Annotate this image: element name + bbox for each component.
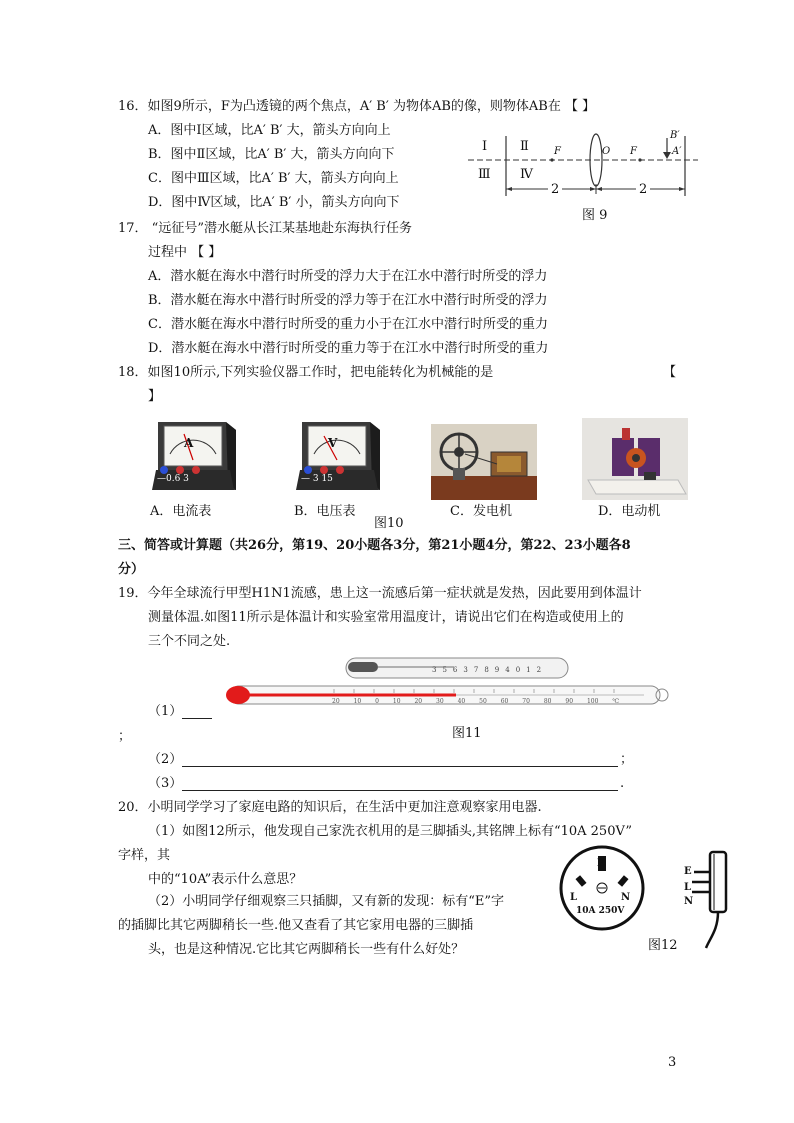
fig9-label-a-prime: A′ (672, 146, 682, 157)
q17-option-b: B．潜水艇在海水中潜行时所受的浮力等于在江水中潜行时所受的浮力 (148, 293, 548, 308)
q16-option-d: D．图中Ⅳ区域，比A′ B′ 小，箭头方向向下 (148, 195, 400, 210)
q20-line-4: 中的“10A”表示什么意思？ (148, 872, 303, 887)
q19-blank-2-label: （2） (148, 752, 183, 767)
q20-line-3: 字样，其 (118, 848, 171, 863)
lab-tick: 50 (479, 698, 487, 705)
q18-bracket-open: 【 (663, 365, 677, 380)
plug-label-n: N (621, 892, 631, 903)
q20-line-1: 20．小明同学学习了家庭电路的知识后，在生活中更加注意观察家用电器. (118, 800, 542, 815)
plug-side-l: L (684, 882, 692, 893)
q17-option-c: C．潜水艇在海水中潜行时所受的重力小于在江水中潜行时所受的重力 (148, 317, 548, 332)
q18-stem: 18．如图10所示,下列实验仪器工作时，把电能转化为机械能的是 (118, 365, 494, 380)
clinical-tick: 1 (526, 666, 537, 674)
q19-line-2: 测量体温.如图11所示是体温计和实验室常用温度计，请说出它们在构造或使用上的 (148, 610, 624, 625)
ammeter-terminals: —0.6 3 (157, 474, 189, 484)
fig9-label-b-prime: B′ (670, 130, 680, 141)
clinical-tick: 2 (536, 666, 548, 674)
plug-label-l: L (570, 892, 578, 903)
section-3-heading: 三、简答或计算题（共26分，第19、20小题各3分，第21小题4分，第22、23小题各8 (118, 538, 631, 553)
clinical-tick: 6 (452, 666, 464, 674)
lab-tick: 0 (375, 698, 379, 705)
q20-line-7: 头，也是这种情况.它比其它两脚稍长一些有什么好处？ (148, 942, 465, 957)
plug-label-e: E (597, 858, 605, 869)
q19-blank-2-line[interactable] (182, 766, 618, 767)
clinical-thermometer-scale (432, 666, 547, 674)
fig9-dist-right: 2 (636, 181, 650, 199)
q19-blank-1-label: （1） (148, 704, 183, 719)
q19-line-1: 19．今年全球流行甲型H1N1流感，患上这一流感后第一症状就是发热，因此要用到体温计 (118, 586, 642, 601)
lab-tick: 20 (414, 698, 423, 705)
lab-tick: 100 (586, 698, 599, 705)
lab-tick: 90 (565, 698, 574, 705)
clinical-tick: 9 (494, 666, 506, 674)
q16-stem: 16．如图9所示，F为凸透镜的两个焦点，A′ B′ 为物体AB的像，则物体AB在 【 】 (118, 99, 596, 114)
plug-side-n: N (684, 896, 694, 907)
fig9-label-f-left: F (554, 146, 561, 157)
q20-line-6: 的插脚比其它两脚稍长一些.他又查看了其它家用电器的三脚插 (118, 918, 474, 933)
fig9-region-3: Ⅲ (478, 167, 491, 182)
lab-tick: ℃ (612, 698, 620, 705)
lab-tick: 30 (436, 698, 444, 705)
lab-thermometer-scale (332, 698, 619, 705)
q18-option-a: A．电流表 (150, 504, 212, 519)
q17-option-d: D．潜水艇在海水中潜行时所受的重力等于在江水中潜行时所受的重力 (148, 341, 549, 356)
clinical-tick: 8 (484, 666, 495, 674)
fig9-label-o: O (602, 146, 611, 157)
fig9-region-1: Ⅰ (482, 139, 488, 154)
fig9-dist-left: 2 (548, 181, 562, 199)
fig9-label-f-right: F (630, 146, 637, 157)
motor-image (582, 418, 688, 500)
plug-rating: 10A 250V (576, 906, 625, 916)
section-3-heading-2: 分） (118, 562, 145, 577)
q18-option-b: B．电压表 (294, 504, 356, 519)
generator-image (431, 424, 537, 500)
fig11-caption: 图11 (452, 726, 482, 741)
q19-blank-3-end: . (620, 776, 625, 791)
lab-tick: 10 (353, 698, 362, 705)
plug-side-e: E (684, 866, 692, 877)
q19-blank-2-end: ； (620, 752, 634, 767)
page-number: 3 (668, 1055, 677, 1070)
q19-blank-3-label: （3） (148, 776, 183, 791)
fig12-caption: 图12 (648, 938, 678, 953)
q16-option-a: A．图中Ⅰ区域，比A′ B′ 大，箭头方向向上 (148, 123, 391, 138)
q19-line-3: 三个不同之处. (148, 634, 231, 649)
lab-tick: 10 (392, 698, 401, 705)
lab-tick: 70 (522, 698, 530, 705)
voltmeter-terminals: — 3 15 (301, 474, 333, 484)
fig9-caption: 图 9 (582, 208, 608, 223)
clinical-tick: 35 (432, 666, 453, 674)
q16-option-c: C．图中Ⅲ区域，比A′ B′ 大，箭头方向向上 (148, 171, 399, 186)
lab-tick: 60 (500, 698, 509, 705)
clinical-tick: 40 (505, 666, 527, 674)
clinical-tick: 37 (463, 666, 485, 674)
lab-tick: 20 (332, 698, 340, 705)
q19-blank-1-line[interactable] (182, 718, 212, 719)
q18-option-c: C．发电机 (450, 504, 512, 519)
q17-option-a: A．潜水艇在海水中潜行时所受的浮力大于在江水中潜行时所受的浮力 (148, 269, 548, 284)
q20-line-5: （2）小明同学仔细观察三只插脚，又有新的发现：标有“E”字 (148, 894, 505, 909)
q19-blank-3-line[interactable] (182, 790, 618, 791)
fig9-region-2: Ⅱ (520, 139, 529, 154)
q17-stem: 17． “远征号”潜水艇从长江某基地赴东海执行任务 (118, 221, 412, 236)
lab-tick: 40 (457, 698, 466, 705)
ammeter-letter: A (184, 436, 194, 450)
fig10-caption: 图10 (374, 516, 404, 531)
fig9-region-4: Ⅳ (520, 167, 533, 182)
lab-tick: 80 (543, 698, 552, 705)
voltmeter-letter: V (328, 436, 338, 450)
plug-side-image (690, 846, 734, 950)
q18-option-d: D．电动机 (598, 504, 661, 519)
q20-line-2: （1）如图12所示，他发现自己家洗衣机用的是三脚插头,其铭牌上标有“10A 250V” (148, 824, 632, 839)
q17-stem-2: 过程中 【 】 (148, 245, 222, 260)
q18-bracket-close: 】 (148, 389, 162, 404)
q16-option-b: B．图中Ⅱ区域，比A′ B′ 大，箭头方向向下 (148, 147, 395, 162)
q19-blank-1-semicolon: ； (118, 729, 132, 744)
